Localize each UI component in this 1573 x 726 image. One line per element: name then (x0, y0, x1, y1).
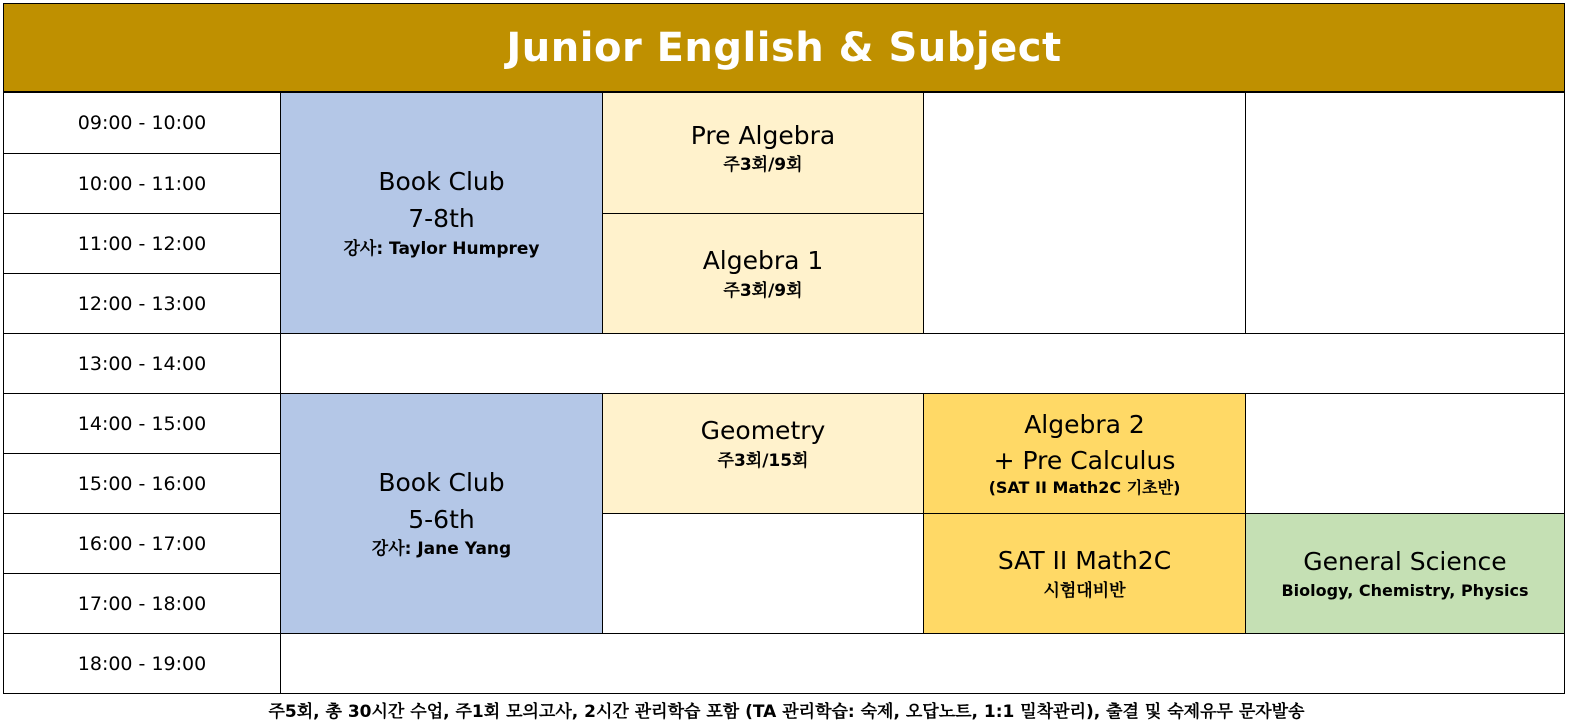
class-book-club-5-6 (280, 393, 603, 634)
class-teacher: 강사: Jane Yang (371, 539, 512, 560)
class-name: Book Club (378, 467, 505, 497)
class-algebra-2 (923, 393, 1246, 514)
time-slot: 10:00 - 11:00 (3, 153, 281, 214)
empty-cell (602, 513, 924, 634)
class-name: Book Club (378, 167, 505, 197)
time-slot: 12:00 - 13:00 (3, 273, 281, 334)
time-slot: 18:00 - 19:00 (3, 633, 281, 694)
class-name: General Science (1303, 546, 1507, 576)
class-sessions: 주3회/15회 (717, 450, 809, 471)
time-slot: 15:00 - 16:00 (3, 453, 281, 514)
class-name: Algebra 1 (702, 246, 824, 276)
class-geometry (602, 393, 924, 514)
class-name: Geometry (700, 416, 826, 446)
class-note: Biology, Chemistry, Physics (1281, 581, 1529, 601)
empty-cell (1245, 393, 1565, 514)
time-slot: 17:00 - 18:00 (3, 573, 281, 634)
break-row (280, 633, 1565, 694)
time-slot: 11:00 - 12:00 (3, 213, 281, 274)
class-sessions: 주3회/9회 (723, 280, 803, 301)
class-level: 5-6th (408, 504, 475, 534)
class-general-science (1245, 513, 1565, 634)
empty-cell (923, 92, 1246, 334)
class-name-line2: + Pre Calculus (993, 445, 1176, 475)
time-slot: 09:00 - 10:00 (3, 92, 281, 154)
class-sat-math2c (923, 513, 1246, 634)
class-level: 7-8th (408, 204, 475, 234)
class-name: SAT II Math2C (997, 546, 1172, 576)
class-teacher: 강사: Taylor Humprey (343, 238, 540, 259)
empty-cell (1245, 92, 1565, 334)
break-row (280, 333, 1565, 394)
class-sessions: 주3회/9회 (723, 155, 803, 175)
class-note: 시험대비반 (1043, 580, 1126, 601)
class-book-club-7-8 (280, 92, 603, 334)
class-algebra-1 (602, 213, 924, 334)
time-slot: 13:00 - 14:00 (3, 333, 281, 394)
class-name: Algebra 2 (1024, 410, 1145, 440)
time-slot: 14:00 - 15:00 (3, 393, 281, 454)
time-slot: 16:00 - 17:00 (3, 513, 281, 574)
footer-note: 주5회, 총 30시간 수업, 주1회 모의고사, 2시간 관리학습 포함 (TA 관리학습: 숙제, 오답노트, 1:1 밀착관리), 출결 및 숙제유무 문자발송 (268, 702, 1305, 722)
class-pre-algebra (602, 92, 924, 214)
class-note: (SAT II Math2C 기초반) (988, 477, 1181, 497)
class-name: Pre Algebra (690, 120, 836, 150)
page-title: Junior English & Subject (3, 3, 1565, 92)
